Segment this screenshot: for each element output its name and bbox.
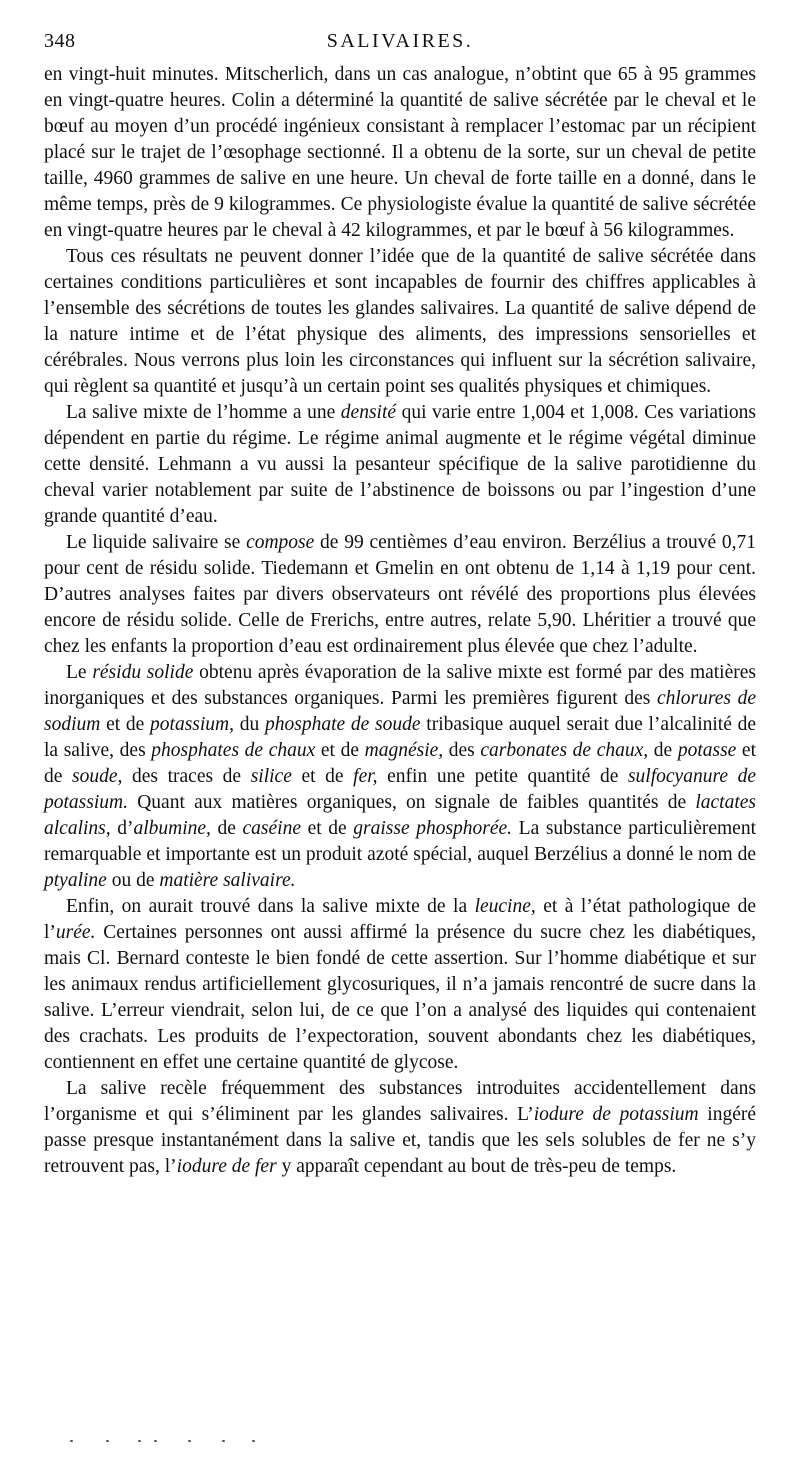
italic-term: potassium, [150,714,235,735]
paragraph [44,1076,756,1180]
text-run: des traces de [122,766,251,787]
text-run: et de [44,740,757,787]
text-run: obtenu après évaporation de la salive mixte est formé par des matières inorganiques et des substances organiques. Parmi les premières figurent des [44,662,756,709]
paragraph [44,244,756,400]
text-run: Quant aux matières organiques, on signale de faibles quantités de [127,792,696,813]
italic-term: albumine, [133,818,211,839]
italic-term: carbonates de chaux, [480,740,649,761]
running-title: SALIVAIRES. [326,30,474,52]
text-run: et à l’état pathologique de l’ [44,896,756,943]
italic-term: ptyaline [44,870,107,891]
text-run: et de [291,766,354,787]
italic-term: graisse phosphorée. [353,818,513,839]
text-run: La substance particulièrement remarquable et importante est un produit azoté spécial, auquel Berzélius a donné le nom de [44,818,756,865]
text-body [44,62,756,1180]
italic-term: compose [246,532,315,553]
italic-term: magnésie, [364,740,444,761]
italic-term: lactates alcalins, [44,792,756,839]
text-run: de [648,740,678,761]
paragraph [44,62,756,244]
text-run: et de [301,818,354,839]
text-run: en vingt-huit minutes. Mitscherlich, dans un cas analogue, n’obtint que 65 à 95 grammes en vingt-quatre heures. Colin a déterminé la quantité de salive sécrétée par le cheval et le bœuf au moyen d’un procédé ingénieux consistant à remplacer l’estomac par un récipient placé sur le trajet de l’œsophage sectionné. Il a obtenu de la sorte, sur un cheval de petite taille, 4960 grammes de salive en une heure. Un cheval de forte taille en a donné, dans le même temps, près de 9 kilogrammes. Ce physiologiste évalue la quantité de salive sécrétée en vingt-quatre heures par le cheval à 42 kilogrammes, et par le bœuf à 56 kilogrammes. [44,64,756,241]
italic-term: densité [340,402,397,423]
italic-term: urée. [55,922,96,943]
italic-term: sulfocyanure de potassium. [44,766,756,813]
italic-term: fer, [353,766,378,787]
text-run: des [443,740,481,761]
text-run: et de [315,740,365,761]
text-run: du [234,714,266,735]
text-run: La salive mixte de l’homme a une [66,402,341,423]
print-specks [70,1440,370,1444]
paragraph [44,894,756,1076]
text-run: Certaines personnes ont aussi affirmé la présence du sucre chez les diabétiques, mais Cl. Bernard conteste le bien fondé de cette assertion. Sur l’homme diabétique et sur les animaux rendus artificiellement glycosuriques, il n’a jamais rencontré de sucre dans la salive. L’erreur viendrait, selon lui, de ce que l’on a analysé des liquides qui contenaient des crachats. Les produits de l’expectoration, souvent abondants chez les diabétiques, contiennent en effet une certaine quantité de glycose. [44,922,756,1073]
text-run: tribasique auquel serait due l’alcalinité de la salive, des [44,714,757,761]
italic-term: phosphates de chaux [151,740,316,761]
text-run: qui varie entre 1,004 et 1,008. Ces variations dépendent en partie du régime. Le régime animal augmente et le régime végétal diminue cette densité. Lehmann a vu aussi la pesanteur spécifique de la salive parotidienne du cheval varier notablement par suite de l’abstinence de boissons ou par l’ingestion d’une grande quantité d’eau. [44,402,756,527]
text-run: de [210,818,243,839]
paragraph [44,660,756,894]
text-run: Tous ces résultats ne peuvent donner l’idée que de la quantité de salive sécrétée dans certaines conditions particulières et sont incapables de fournir des chiffres applicables à l’ensemble des sécrétions de toutes les glandes salivaires. La quantité de salive dépend de la nature intime et de l’état physique des aliments, des impressions sensorielles et cérébrales. Nous verrons plus loin les circonstances qui influent sur la sécrétion salivaire, qui règlent sa quantité et jusqu’à un certain point ses qualités physiques et chimiques. [44,246,756,397]
text-run: Le liquide salivaire se [66,532,247,553]
text-run: ingéré passe presque instantanément dans la salive et, tandis que les sels solubles de fer ne s’y retrouvent pas, l’ [44,1104,756,1177]
text-run: enfin une petite quantité de [377,766,628,787]
text-run: La salive recèle fréquemment des substances introduites accidentellement dans l’organisme et qui s’éliminent par les glandes salivaires. L’ [44,1078,756,1125]
italic-term: iodure de potassium [533,1104,699,1125]
text-run: de 99 centièmes d’eau environ. Berzélius a trouvé 0,71 pour cent de résidu solide. Tiedemann et Gmelin en ont obtenu de 1,14 à 1,19 pour cent. D’autres analyses faites par divers observateurs ont révélé des proportions plus élevées encore de résidu solide. Celle de Frerichs, entre autres, relate 5,90. Lhéritier a trouvé que chez les enfants la proportion d’eau est ordinairement plus élevée que chez l’adulte. [44,532,756,657]
italic-term: potasse [677,740,737,761]
italic-term: caséine [242,818,301,839]
text-run: d’ [110,818,134,839]
italic-term: chlorures de sodium [44,688,756,735]
italic-term: phosphate de soude [265,714,421,735]
italic-term: leucine, [474,896,536,917]
italic-term: résidu solide [92,662,194,683]
page-number: 348 [44,30,76,52]
paragraph [44,530,756,660]
text-run: ou de [106,870,160,891]
italic-term: matière salivaire. [159,870,296,891]
text-run: et de [100,714,151,735]
italic-term: iodure de fer [176,1156,277,1177]
italic-term: soude, [72,766,123,787]
running-head [44,30,756,60]
text-run: Enfin, on aurait trouvé dans la salive mixte de la [66,896,475,917]
text-run: y apparaît cependant au bout de très-peu de temps. [276,1156,677,1177]
text-run: Le [66,662,93,683]
paragraph [44,400,756,530]
italic-term: silice [250,766,292,787]
